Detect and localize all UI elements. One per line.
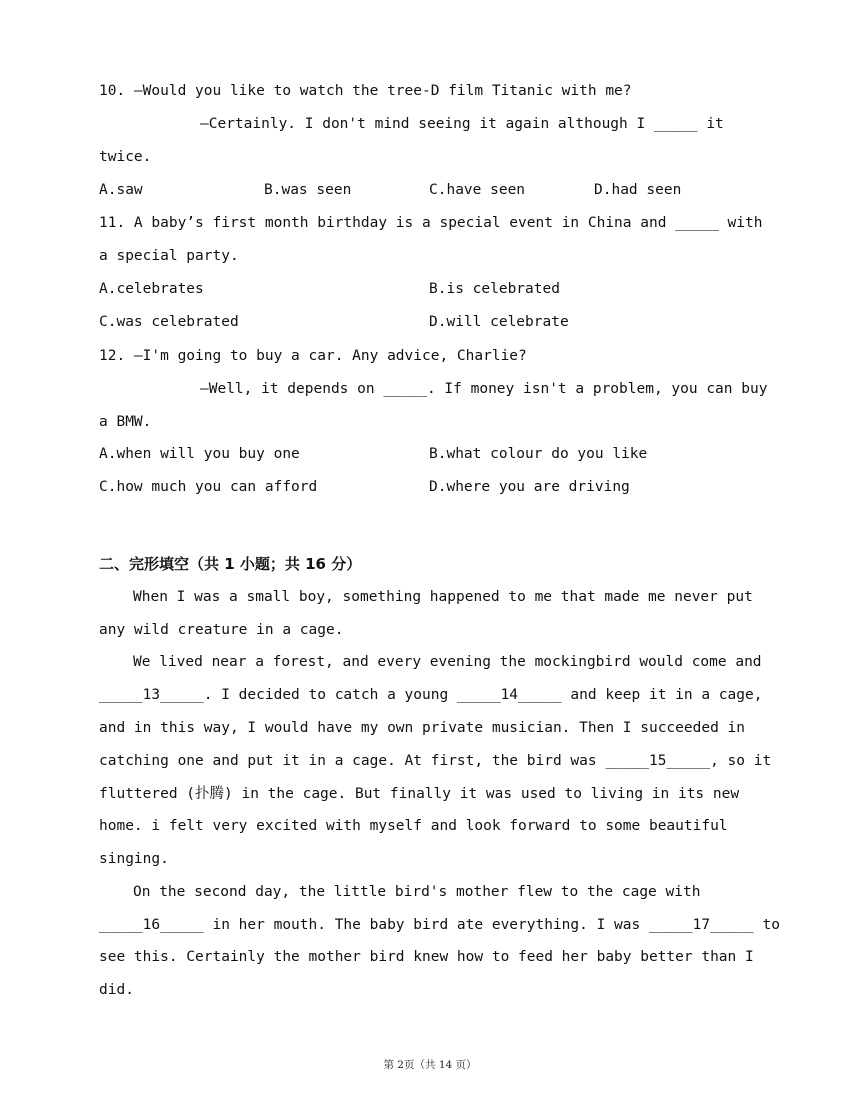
passage-line: When I was a small boy, something happened to me that made me never put <box>133 589 753 605</box>
option-a: A.celebrates <box>99 281 204 297</box>
passage-line: catching one and put it in a cage. At first, the bird was _____15_____, so it <box>99 753 772 769</box>
option-c: C.how much you can afford <box>99 479 318 495</box>
question-12-stem: 12. —I'm going to buy a car. Any advice, Charlie? <box>99 348 527 364</box>
option-d: D.will celebrate <box>429 314 569 330</box>
passage-line: any wild creature in a cage. <box>99 622 344 638</box>
question-11-stem-cont: a special party. <box>99 248 239 264</box>
option-c: C.was celebrated <box>99 314 239 330</box>
question-12-reply-cont: a BMW. <box>99 414 152 430</box>
option-d: D.had seen <box>594 182 682 198</box>
passage-line: and in this way, I would have my own private musician. Then I succeeded in <box>99 720 746 736</box>
question-10-stem: 10. —Would you like to watch the tree-D film Titanic with me? <box>99 83 632 99</box>
question-11-stem: 11. A baby’s first month birthday is a special event in China and _____ with <box>99 215 763 231</box>
option-b: B.was seen <box>264 182 352 198</box>
question-10-reply: —Certainly. I don't mind seeing it again although I _____ it <box>200 116 724 132</box>
passage-line: _____13_____. I decided to catch a young _____14_____ and keep it in a cage, <box>99 687 763 703</box>
question-12-reply: —Well, it depends on _____. If money isn't a problem, you can buy <box>200 381 768 397</box>
option-b: B.what colour do you like <box>429 446 648 462</box>
option-c: C.have seen <box>429 182 526 198</box>
passage-line: did. <box>99 982 134 998</box>
passage-line: fluttered (扑腾) in the cage. But finally it was used to living in its new <box>99 786 740 802</box>
passage-line: On the second day, the little bird's mother flew to the cage with <box>133 884 701 900</box>
question-10-reply-cont: twice. <box>99 149 152 165</box>
option-a: A.when will you buy one <box>99 446 300 462</box>
passage-line: We lived near a forest, and every evening the mockingbird would come and <box>133 654 762 670</box>
option-a: A.saw <box>99 182 143 198</box>
page-number-footer: 第 2页（共 14 页） <box>383 1059 477 1071</box>
passage-line: see this. Certainly the mother bird knew how to feed her baby better than I <box>99 949 754 965</box>
option-b: B.is celebrated <box>429 281 560 297</box>
passage-line: home. i felt very excited with myself and look forward to some beautiful <box>99 818 728 834</box>
section-heading: 二、完形填空（共 1 小题；共 16 分） <box>99 555 362 573</box>
passage-line: _____16_____ in her mouth. The baby bird ate everything. I was _____17_____ to <box>99 917 780 933</box>
option-d: D.where you are driving <box>429 479 630 495</box>
passage-line: singing. <box>99 851 169 867</box>
